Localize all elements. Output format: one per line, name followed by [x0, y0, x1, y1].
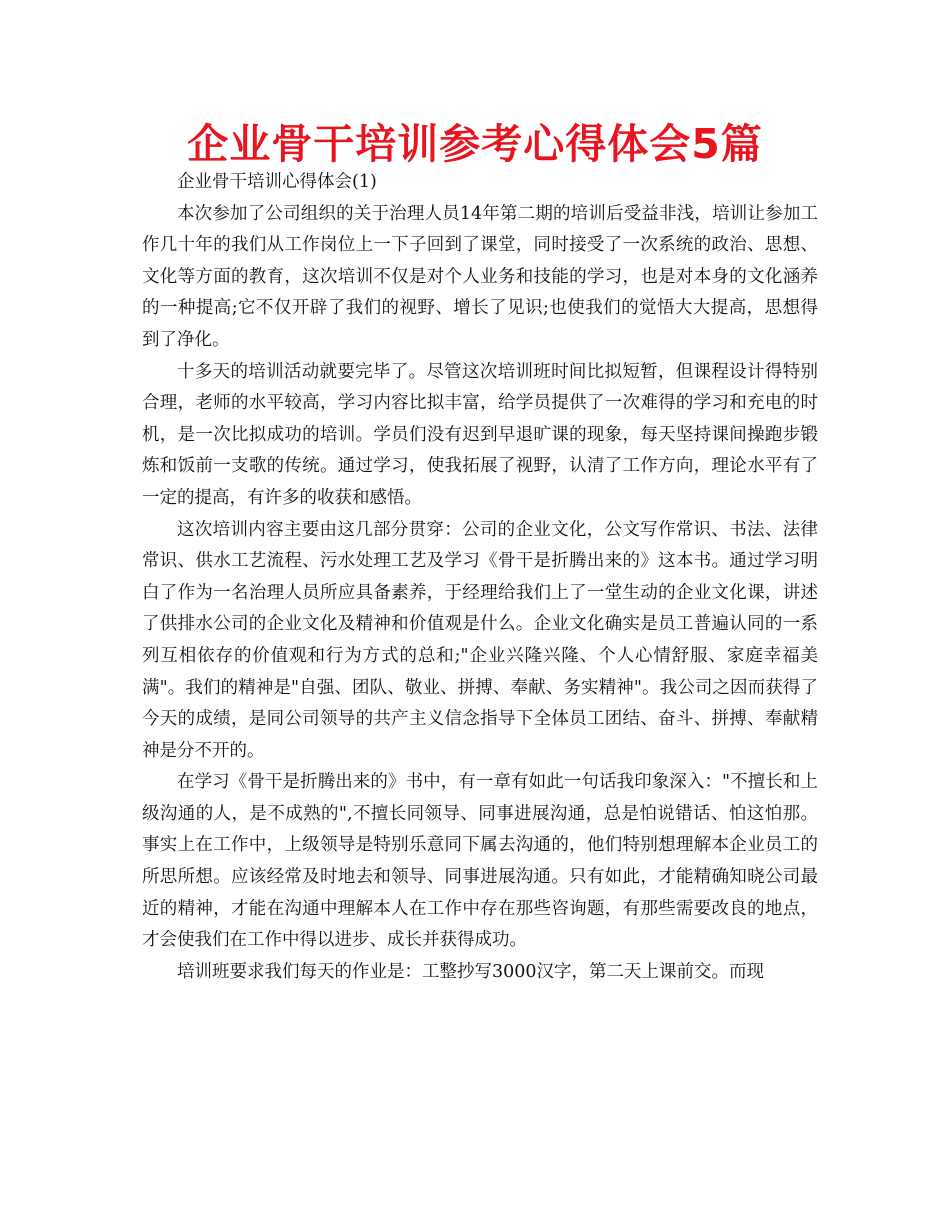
- paragraph-2: 十多天的培训活动就要完毕了。尽管这次培训班时间比拟短暂，但课程设计得特别合理，老师的水平较高，学习内容比拟丰富，给学员提供了一次难得的学习和充电的时机，是一次比拟成功的培训。学员们没有迟到早退旷课的现象，每天坚持课间操跑步锻炼和饭前一支歌的传统。通过学习，使我拓展了视野，认清了工作方向，理论水平有了一定的提高，有许多的收获和感悟。: [142, 361, 818, 508]
- section-heading: 企业骨干培训心得体会(1): [177, 172, 377, 192]
- paragraph-4: 在学习《骨干是折腾出来的》书中，有一章有如此一句话我印象深入："不擅长和上级沟通的人，是不成熟的",不擅长同领导、同事进展沟通，总是怕说错话、怕这怕那。事实上在工作中，上级领导是特别乐意同下属去沟通的，他们特别想理解本企业员工的所思所想。应该经常及时地去和领导、同事进展沟通。只有如此，才能精确知晓公司最近的精神，才能在沟通中理解本人在工作中存在那些咨询题，有那些需要改良的地点，才会使我们在工作中得以进步、成长并获得成功。: [142, 772, 818, 951]
- paragraph-5: 培训班要求我们每天的作业是：工整抄写3000汉字，第二天上课前交。而现: [177, 961, 765, 982]
- document-body: [142, 167, 818, 988]
- document-title: 企业骨干培训参考心得体会5篇: [187, 120, 763, 168]
- paragraph-3: 这次培训内容主要由这几部分贯穿：公司的企业文化，公文写作常识、书法、法律常识、供水工艺流程、污水处理工艺及学习《骨干是折腾出来的》这本书。通过学习明白了作为一名治理人员所应具备素养，于经理给我们上了一堂生动的企业文化课，讲述了供排水公司的企业文化及精神和价值观是什么。企业文化确实是员工普遍认同的一系列互相依存的价值观和行为方式的总和;"企业兴隆兴隆、个人心情舒服、家庭幸福美满"。我们的精神是"自强、团队、敬业、拼搏、奉献、务实精神"。我公司之因而获得了今天的成绩，是同公司领导的共产主义信念指导下全体员工团结、奋斗、拼搏、奉献精神是分不开的。: [142, 519, 818, 761]
- paragraph-1: 本次参加了公司组织的关于治理人员14年第二期的培训后受益非浅，培训让参加工作几十年的我们从工作岗位上一下子回到了课堂，同时接受了一次系统的政治、思想、文化等方面的教育，这次培训不仅是对个人业务和技能的学习，也是对本身的文化涵养的一种提高;它不仅开辟了我们的视野、增长了见识;也使我们的觉悟大大提高，思想得到了净化。: [142, 203, 818, 350]
